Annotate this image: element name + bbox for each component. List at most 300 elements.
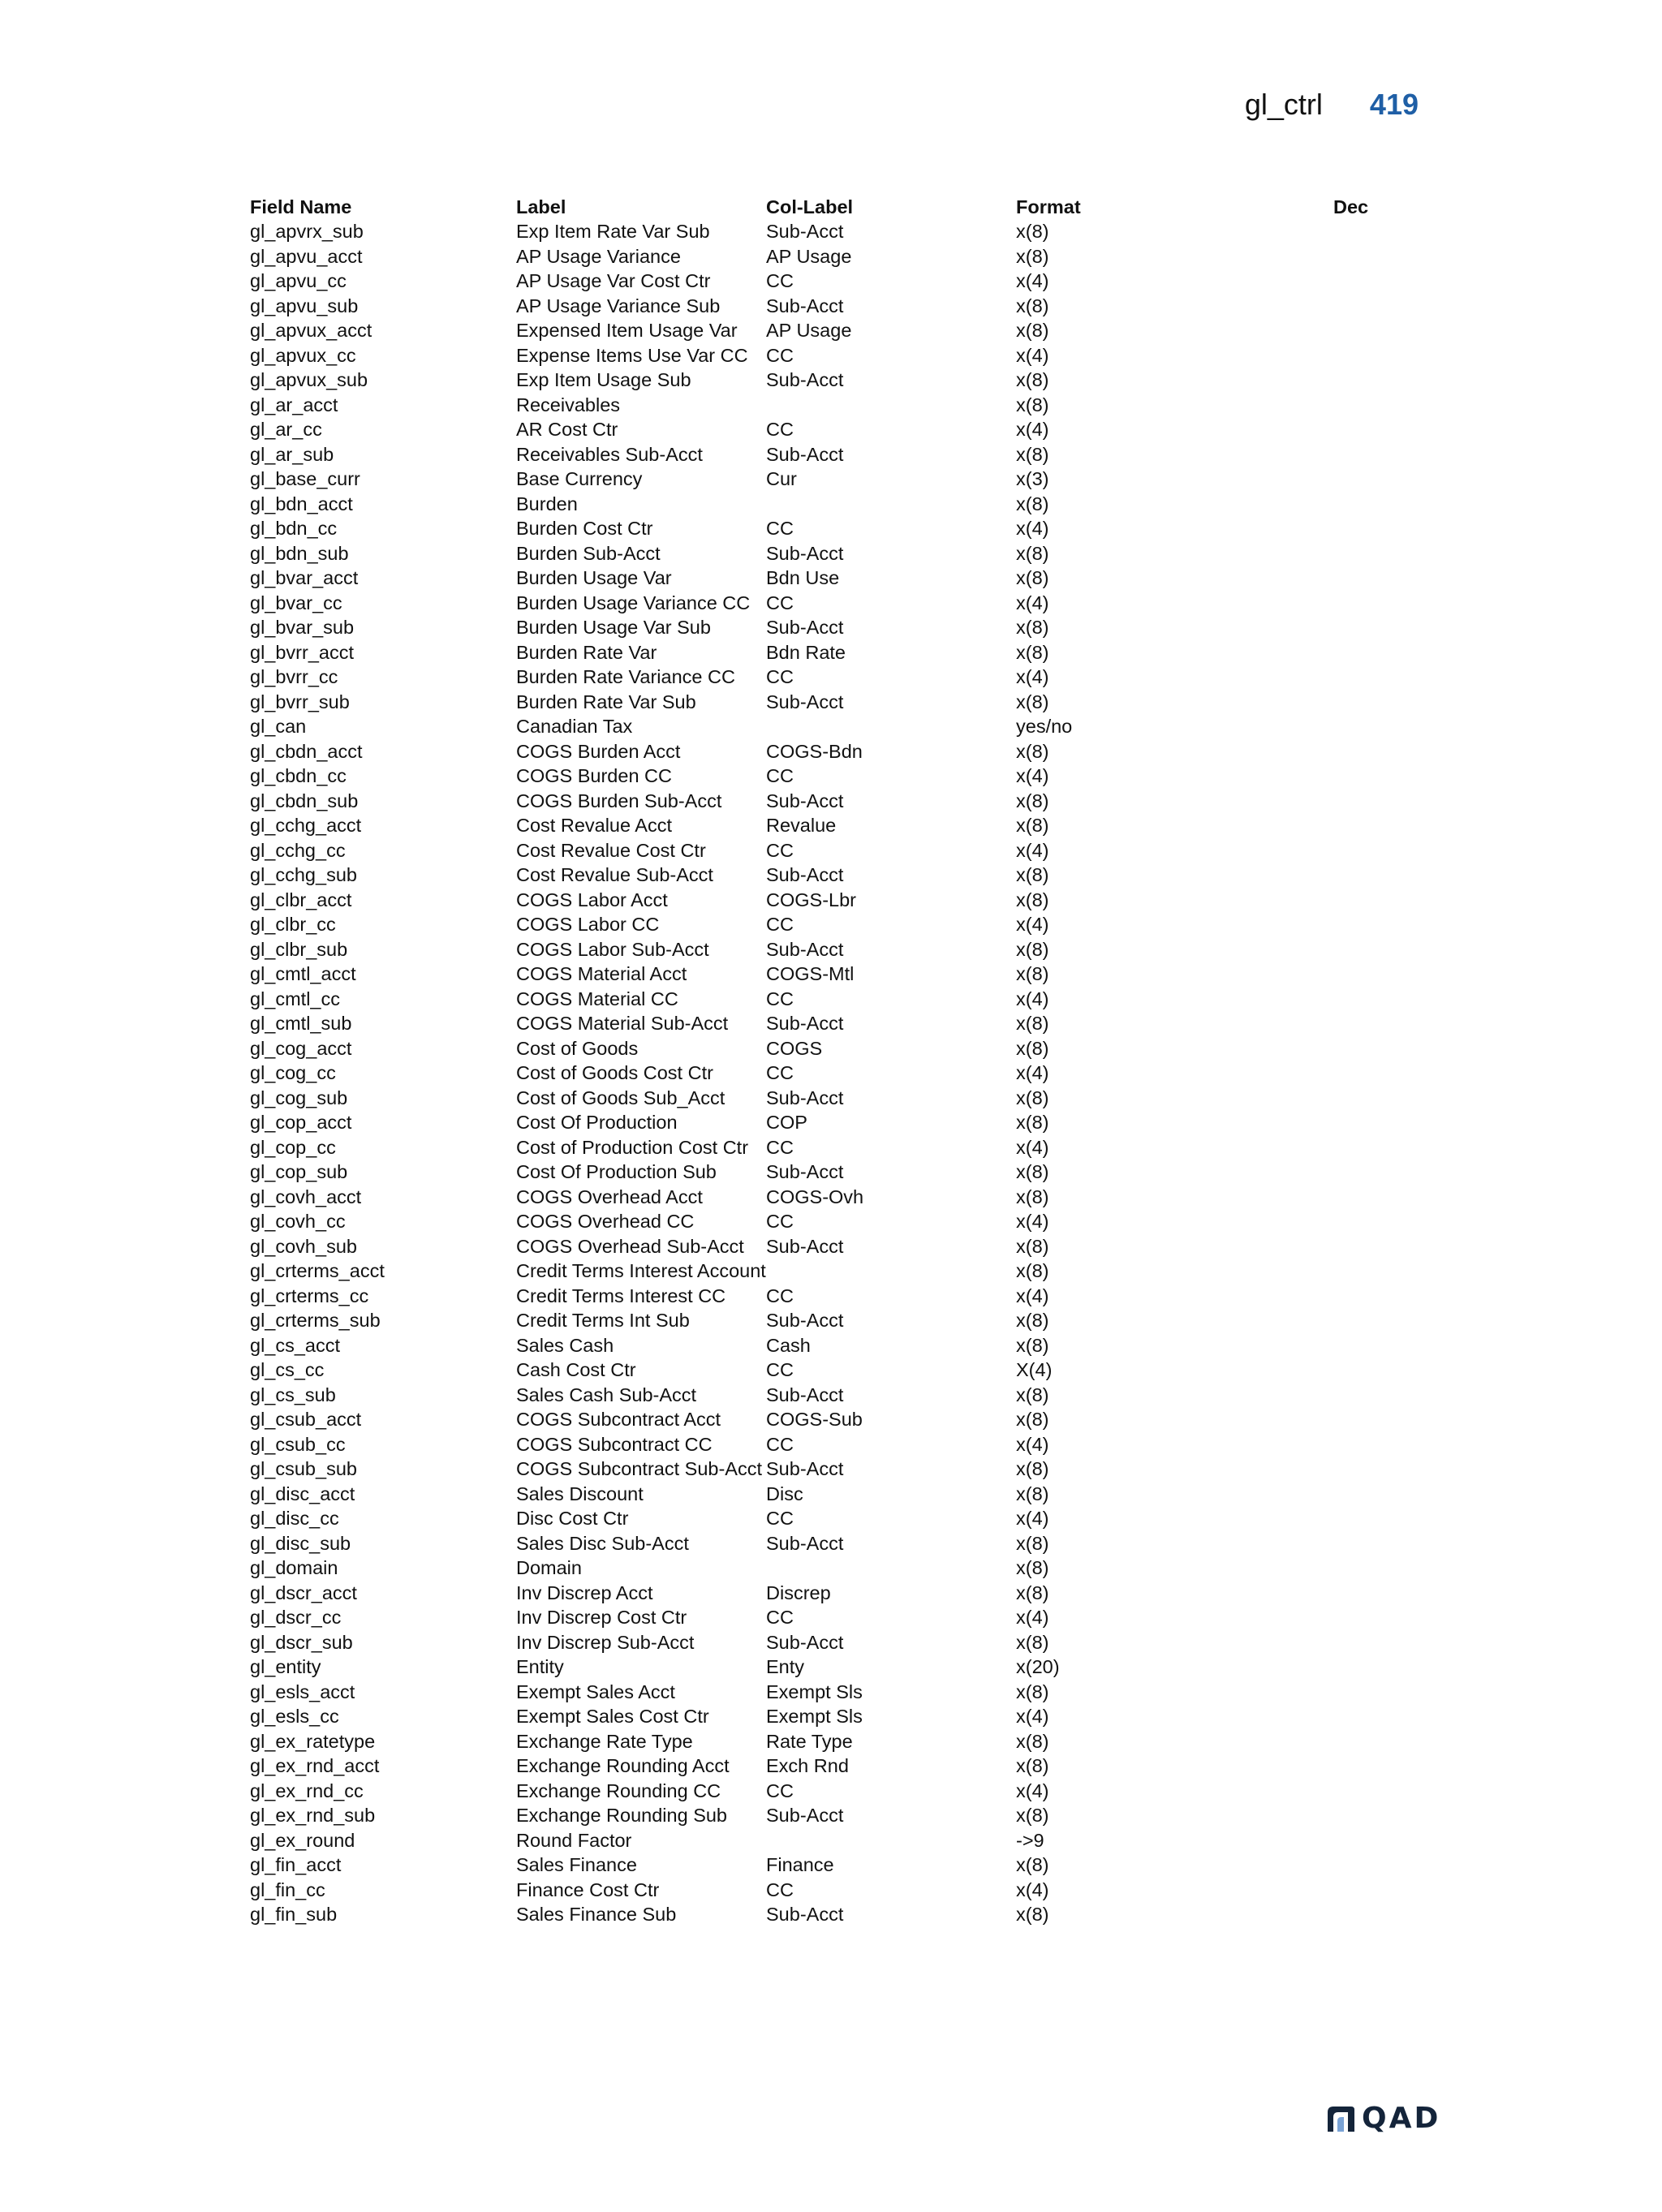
- field-name-cell: gl_cs_acct: [250, 1334, 341, 1356]
- col-label-cell: Sub-Acct: [766, 691, 844, 712]
- format-cell: x(4): [1016, 1706, 1049, 1728]
- label-cell: Receivables Sub-Acct: [516, 443, 703, 465]
- dec-cell: [1333, 418, 1427, 443]
- field-name-cell: gl_ar_sub: [250, 443, 334, 465]
- col-label-cell: Discrep: [766, 1582, 831, 1603]
- table-row: [250, 1581, 1427, 1606]
- col-label-cell: Exempt Sls: [766, 1681, 863, 1702]
- format-cell: x(8): [1016, 1582, 1049, 1603]
- label-cell: Canadian Tax: [516, 716, 633, 738]
- dec-cell: [1333, 838, 1427, 863]
- col-label-cell: Sub-Acct: [766, 221, 844, 243]
- format-cell: x(4): [1016, 344, 1049, 366]
- table-row: [250, 1804, 1427, 1829]
- col-label-cell: CC: [766, 419, 794, 441]
- dec-cell: [1333, 269, 1427, 295]
- label-cell: Exp Item Usage Sub: [516, 369, 691, 391]
- label-cell: Credit Terms Interest CC: [516, 1285, 726, 1306]
- table-row: [250, 1061, 1427, 1087]
- col-label-cell: Sub-Acct: [766, 1087, 844, 1108]
- label-cell: COGS Overhead Sub-Acct: [516, 1235, 744, 1257]
- dec-cell: [1333, 591, 1427, 616]
- table-row: [250, 517, 1427, 542]
- col-label-cell: CC: [766, 1211, 794, 1233]
- dec-cell: [1333, 1606, 1427, 1631]
- col-label-cell: AP Usage: [766, 320, 852, 342]
- table-row: [250, 863, 1427, 889]
- table-row: [250, 1903, 1427, 1928]
- field-name-cell: gl_apvux_sub: [250, 369, 368, 391]
- label-cell: COGS Subcontract Sub-Acct: [516, 1458, 763, 1480]
- table-row: [250, 1333, 1427, 1358]
- format-cell: x(4): [1016, 1211, 1049, 1233]
- format-cell: x(3): [1016, 468, 1049, 490]
- field-name-cell: gl_entity: [250, 1656, 321, 1678]
- col-label-cell: Finance: [766, 1854, 834, 1876]
- col-label-cell: Cash: [766, 1334, 811, 1356]
- format-cell: x(8): [1016, 369, 1049, 391]
- dec-cell: [1333, 1878, 1427, 1903]
- dec-cell: [1333, 1135, 1427, 1160]
- col-label-cell: COGS-Bdn: [766, 740, 863, 762]
- table-row: [250, 393, 1427, 418]
- col-label-cell: Enty: [766, 1656, 805, 1678]
- field-name-cell: gl_esls_acct: [250, 1681, 355, 1702]
- field-name-cell: gl_cs_sub: [250, 1384, 336, 1405]
- label-cell: Exchange Rate Type: [516, 1730, 693, 1752]
- format-cell: x(4): [1016, 1285, 1049, 1306]
- col-label-cell: CC: [766, 1433, 794, 1455]
- format-cell: x(8): [1016, 1681, 1049, 1702]
- field-name-cell: gl_fin_acct: [250, 1854, 342, 1876]
- table-row: [250, 913, 1427, 938]
- format-cell: x(4): [1016, 666, 1049, 688]
- format-cell: x(8): [1016, 1805, 1049, 1827]
- field-name-cell: gl_csub_sub: [250, 1458, 357, 1480]
- field-name-cell: gl_clbr_acct: [250, 889, 352, 910]
- dec-cell: [1333, 343, 1427, 368]
- dec-cell: [1333, 1408, 1427, 1433]
- field-name-cell: gl_apvu_acct: [250, 245, 363, 267]
- format-cell: x(8): [1016, 1854, 1049, 1876]
- field-name-cell: gl_cog_acct: [250, 1037, 352, 1059]
- col-label-cell: CC: [766, 988, 794, 1009]
- dec-cell: [1333, 665, 1427, 691]
- format-cell: x(8): [1016, 641, 1049, 663]
- field-name-cell: gl_cmtl_cc: [250, 988, 341, 1009]
- dec-cell: [1333, 888, 1427, 913]
- label-cell: Cost of Goods Sub_Acct: [516, 1087, 726, 1108]
- table-row: [250, 665, 1427, 691]
- dec-cell: [1333, 1234, 1427, 1259]
- table-row: [250, 1284, 1427, 1309]
- dec-cell: [1333, 1581, 1427, 1606]
- dec-cell: [1333, 1111, 1427, 1136]
- dec-cell: [1333, 962, 1427, 988]
- field-name-cell: gl_crterms_sub: [250, 1310, 381, 1332]
- table-row: [250, 962, 1427, 988]
- format-cell: x(8): [1016, 889, 1049, 910]
- table-row: [250, 1729, 1427, 1754]
- dec-cell: [1333, 1358, 1427, 1384]
- col-label-cell: CC: [766, 839, 794, 861]
- dec-cell: [1333, 1507, 1427, 1532]
- col-label-cell: Sub-Acct: [766, 295, 844, 316]
- format-cell: x(4): [1016, 1779, 1049, 1801]
- dec-cell: [1333, 913, 1427, 938]
- col-label-cell: [766, 1259, 1016, 1285]
- label-cell: Cost of Production Cost Ctr: [516, 1136, 749, 1158]
- dec-cell: [1333, 294, 1427, 319]
- format-cell: x(8): [1016, 1458, 1049, 1480]
- table-row: [250, 1259, 1427, 1285]
- table-row: [250, 220, 1427, 245]
- col-label-cell: [766, 1828, 1016, 1853]
- label-cell: Cash Cost Ctr: [516, 1359, 636, 1381]
- dec-cell: [1333, 1061, 1427, 1087]
- label-cell: Sales Finance: [516, 1854, 637, 1876]
- label-cell: Burden Sub-Acct: [516, 542, 661, 564]
- field-name-cell: gl_cop_cc: [250, 1136, 336, 1158]
- col-label-cell: COGS: [766, 1037, 823, 1059]
- field-name-cell: gl_can: [250, 716, 307, 738]
- table-row: [250, 1012, 1427, 1037]
- table-row: [250, 739, 1427, 764]
- dec-cell: [1333, 715, 1427, 740]
- format-cell: x(4): [1016, 914, 1049, 936]
- dec-cell: [1333, 1086, 1427, 1111]
- field-name-cell: gl_ex_round: [250, 1829, 355, 1851]
- field-name-cell: gl_cmtl_acct: [250, 963, 356, 985]
- field-name-cell: gl_bvar_sub: [250, 617, 355, 639]
- label-cell: Credit Terms Interest Account: [516, 1260, 766, 1282]
- label-cell: COGS Overhead Acct: [516, 1186, 703, 1207]
- label-cell: COGS Material Acct: [516, 963, 687, 985]
- table-row: [250, 294, 1427, 319]
- table-row: [250, 1655, 1427, 1681]
- table-row: [250, 1606, 1427, 1631]
- dec-cell: [1333, 517, 1427, 542]
- dec-cell: [1333, 1482, 1427, 1507]
- table-row: [250, 492, 1427, 517]
- field-name-cell: gl_base_curr: [250, 468, 360, 490]
- field-name-cell: gl_clbr_sub: [250, 938, 348, 960]
- format-cell: x(8): [1016, 320, 1049, 342]
- field-name-cell: gl_cchg_cc: [250, 839, 346, 861]
- field-name-cell: gl_covh_acct: [250, 1186, 362, 1207]
- format-cell: x(8): [1016, 790, 1049, 811]
- format-cell: yes/no: [1016, 716, 1073, 738]
- field-name-cell: gl_dscr_acct: [250, 1582, 357, 1603]
- col-label-cell: Sub-Acct: [766, 1161, 844, 1183]
- format-cell: x(8): [1016, 864, 1049, 886]
- field-name-cell: gl_apvu_sub: [250, 295, 359, 316]
- format-cell: x(4): [1016, 1878, 1049, 1900]
- label-cell: Inv Discrep Acct: [516, 1582, 653, 1603]
- table-row: [250, 541, 1427, 566]
- dec-cell: [1333, 1284, 1427, 1309]
- field-name-cell: gl_ex_ratetype: [250, 1730, 376, 1752]
- field-name-cell: gl_apvux_cc: [250, 344, 356, 366]
- dec-cell: [1333, 1309, 1427, 1334]
- label-cell: Cost of Goods Cost Ctr: [516, 1062, 713, 1084]
- label-cell: Exempt Sales Cost Ctr: [516, 1706, 709, 1728]
- dec-cell: [1333, 442, 1427, 467]
- col-label-cell: Sub-Acct: [766, 938, 844, 960]
- table-row: [250, 1556, 1427, 1582]
- format-cell: x(20): [1016, 1656, 1060, 1678]
- format-cell: x(8): [1016, 245, 1049, 267]
- format-cell: x(8): [1016, 815, 1049, 837]
- field-name-cell: gl_disc_sub: [250, 1532, 351, 1554]
- table-row: [250, 987, 1427, 1012]
- field-name-cell: gl_cchg_sub: [250, 864, 357, 886]
- field-name-cell: gl_ex_rnd_acct: [250, 1755, 380, 1777]
- field-name-cell: gl_ex_rnd_sub: [250, 1805, 376, 1827]
- table-row: [250, 319, 1427, 344]
- table-row: [250, 1878, 1427, 1903]
- table-row: [250, 467, 1427, 493]
- format-cell: x(8): [1016, 1037, 1049, 1059]
- format-cell: x(8): [1016, 1087, 1049, 1108]
- table-row: [250, 888, 1427, 913]
- label-cell: Exchange Rounding CC: [516, 1779, 721, 1801]
- col-label-cell: Rate Type: [766, 1730, 853, 1752]
- field-name-cell: gl_cbdn_sub: [250, 790, 359, 811]
- col-label-cell: COGS-Mtl: [766, 963, 855, 985]
- col-label-cell: Sub-Acct: [766, 864, 844, 886]
- col-label-cell: CC: [766, 1136, 794, 1158]
- format-cell: x(8): [1016, 1013, 1049, 1035]
- label-cell: Sales Disc Sub-Acct: [516, 1532, 689, 1554]
- col-label-cell: CC: [766, 1607, 794, 1629]
- field-name-cell: gl_cchg_acct: [250, 815, 362, 837]
- label-cell: COGS Labor Sub-Acct: [516, 938, 709, 960]
- label-cell: Burden Cost Ctr: [516, 518, 653, 540]
- field-name-cell: gl_cbdn_cc: [250, 765, 347, 787]
- col-label-cell: Disc: [766, 1483, 803, 1504]
- format-cell: x(8): [1016, 1557, 1049, 1579]
- label-cell: Exchange Rounding Acct: [516, 1755, 730, 1777]
- dec-cell: [1333, 987, 1427, 1012]
- format-cell: x(8): [1016, 1483, 1049, 1504]
- format-cell: x(4): [1016, 1062, 1049, 1084]
- label-cell: Cost Revalue Sub-Acct: [516, 864, 713, 886]
- format-cell: x(8): [1016, 691, 1049, 712]
- dec-cell: [1333, 616, 1427, 641]
- col-label-cell: CC: [766, 1508, 794, 1530]
- col-label-cell: Revalue: [766, 815, 837, 837]
- label-cell: COGS Burden Acct: [516, 740, 681, 762]
- col-label-cell: CC: [766, 666, 794, 688]
- table-row: [250, 418, 1427, 443]
- label-cell: Credit Terms Int Sub: [516, 1310, 690, 1332]
- table-row: [250, 1185, 1427, 1210]
- label-cell: COGS Labor CC: [516, 914, 660, 936]
- label-cell: COGS Subcontract CC: [516, 1433, 713, 1455]
- col-label-cell: Sub-Acct: [766, 790, 844, 811]
- label-cell: Expensed Item Usage Var: [516, 320, 738, 342]
- label-cell: Inv Discrep Sub-Acct: [516, 1631, 695, 1653]
- field-name-cell: gl_crterms_acct: [250, 1260, 385, 1282]
- table-row: [250, 616, 1427, 641]
- dec-cell: [1333, 1853, 1427, 1878]
- label-cell: Sales Discount: [516, 1483, 644, 1504]
- table-row: [250, 1507, 1427, 1532]
- table-row: [250, 343, 1427, 368]
- table-row: [250, 1036, 1427, 1061]
- column-header-label: Label: [516, 196, 566, 217]
- dec-cell: [1333, 566, 1427, 592]
- field-name-cell: gl_fin_cc: [250, 1878, 325, 1900]
- table-row: [250, 269, 1427, 295]
- field-name-cell: gl_disc_acct: [250, 1483, 355, 1504]
- dec-cell: [1333, 1457, 1427, 1483]
- dec-cell: [1333, 690, 1427, 715]
- col-label-cell: Bdn Use: [766, 567, 840, 589]
- col-label-cell: CC: [766, 1779, 794, 1801]
- format-cell: x(8): [1016, 617, 1049, 639]
- format-cell: x(8): [1016, 938, 1049, 960]
- table-row: [250, 1111, 1427, 1136]
- field-name-cell: gl_cop_acct: [250, 1112, 352, 1134]
- table-header-row: [250, 195, 1427, 220]
- col-label-cell: AP Usage: [766, 245, 852, 267]
- format-cell: x(8): [1016, 740, 1049, 762]
- dec-cell: [1333, 1729, 1427, 1754]
- table-row: [250, 1482, 1427, 1507]
- dec-cell: [1333, 1804, 1427, 1829]
- label-cell: Base Currency: [516, 468, 643, 490]
- col-label-cell: CC: [766, 344, 794, 366]
- label-cell: Domain: [516, 1557, 582, 1579]
- dec-cell: [1333, 1259, 1427, 1285]
- table-row: [250, 1828, 1427, 1853]
- column-header-field-name: Field Name: [250, 196, 352, 217]
- table-row: [250, 1309, 1427, 1334]
- dec-cell: [1333, 1531, 1427, 1556]
- col-label-cell: [766, 492, 1016, 517]
- col-label-cell: COGS-Ovh: [766, 1186, 864, 1207]
- column-header-format: Format: [1016, 196, 1081, 217]
- dec-cell: [1333, 220, 1427, 245]
- field-name-cell: gl_disc_cc: [250, 1508, 339, 1530]
- table-row: [250, 1408, 1427, 1433]
- table-row: [250, 690, 1427, 715]
- col-label-cell: CC: [766, 765, 794, 787]
- table-row: [250, 1705, 1427, 1730]
- label-cell: Exp Item Rate Var Sub: [516, 221, 710, 243]
- table-row: [250, 368, 1427, 394]
- field-name-cell: gl_cs_cc: [250, 1359, 325, 1381]
- format-cell: x(8): [1016, 493, 1049, 514]
- dec-cell: [1333, 1160, 1427, 1186]
- format-cell: ->9: [1016, 1829, 1044, 1851]
- field-name-cell: gl_bvar_cc: [250, 592, 342, 613]
- column-header-col-label: Col-Label: [766, 196, 854, 217]
- col-label-cell: Sub-Acct: [766, 1532, 844, 1554]
- label-cell: COGS Labor Acct: [516, 889, 668, 910]
- col-label-cell: [766, 1556, 1016, 1582]
- field-name-cell: gl_bvrr_acct: [250, 641, 354, 663]
- table-row: [250, 640, 1427, 665]
- page-number: 419: [1369, 88, 1419, 121]
- label-cell: AP Usage Variance Sub: [516, 295, 721, 316]
- label-cell: AP Usage Variance: [516, 245, 681, 267]
- format-cell: x(8): [1016, 1260, 1049, 1282]
- col-label-cell: CC: [766, 270, 794, 292]
- col-label-cell: Sub-Acct: [766, 542, 844, 564]
- label-cell: Receivables: [516, 394, 621, 415]
- label-cell: Sales Cash: [516, 1334, 614, 1356]
- dec-cell: [1333, 1012, 1427, 1037]
- field-name-cell: gl_fin_sub: [250, 1904, 338, 1926]
- col-label-cell: Sub-Acct: [766, 1013, 844, 1035]
- dec-cell: [1333, 937, 1427, 962]
- label-cell: Burden: [516, 493, 578, 514]
- format-cell: x(8): [1016, 963, 1049, 985]
- col-label-cell: [766, 393, 1016, 418]
- format-cell: x(8): [1016, 1334, 1049, 1356]
- table-row: [250, 764, 1427, 790]
- field-name-cell: gl_bdn_cc: [250, 518, 338, 540]
- format-cell: x(8): [1016, 1112, 1049, 1134]
- label-cell: Cost Revalue Acct: [516, 815, 673, 837]
- field-name-cell: gl_cbdn_acct: [250, 740, 363, 762]
- qad-logo-text: QAD: [1362, 2102, 1441, 2135]
- field-name-cell: gl_clbr_cc: [250, 914, 336, 936]
- format-cell: x(4): [1016, 839, 1049, 861]
- col-label-cell: Sub-Acct: [766, 1384, 844, 1405]
- dec-cell: [1333, 789, 1427, 814]
- label-cell: Exchange Rounding Sub: [516, 1805, 728, 1827]
- table-row: [250, 566, 1427, 592]
- table-row: [250, 591, 1427, 616]
- table-row: [250, 1779, 1427, 1804]
- dec-cell: [1333, 1383, 1427, 1408]
- dec-cell: [1333, 1903, 1427, 1928]
- field-name-cell: gl_bvar_acct: [250, 567, 359, 589]
- format-cell: x(8): [1016, 1730, 1049, 1752]
- col-label-cell: Sub-Acct: [766, 1904, 844, 1926]
- format-cell: x(4): [1016, 419, 1049, 441]
- qad-logo: [1324, 2102, 1440, 2135]
- section-title: gl_ctrl: [1244, 88, 1323, 121]
- table-row: [250, 937, 1427, 962]
- table-row: [250, 715, 1427, 740]
- dec-cell: [1333, 1432, 1427, 1457]
- label-cell: Cost of Goods: [516, 1037, 639, 1059]
- field-name-cell: gl_csub_cc: [250, 1433, 346, 1455]
- dec-cell: [1333, 467, 1427, 493]
- label-cell: COGS Material Sub-Acct: [516, 1013, 729, 1035]
- field-name-cell: gl_bvrr_cc: [250, 666, 338, 688]
- field-name-cell: gl_ex_rnd_cc: [250, 1779, 364, 1801]
- field-name-cell: gl_ar_cc: [250, 419, 322, 441]
- format-cell: x(8): [1016, 295, 1049, 316]
- dec-cell: [1333, 1828, 1427, 1853]
- label-cell: Cost Of Production Sub: [516, 1161, 717, 1183]
- dec-cell: [1333, 640, 1427, 665]
- field-name-cell: gl_apvux_acct: [250, 320, 372, 342]
- label-cell: Burden Usage Var: [516, 567, 672, 589]
- label-cell: Inv Discrep Cost Ctr: [516, 1607, 687, 1629]
- label-cell: Cost Revalue Cost Ctr: [516, 839, 706, 861]
- table-row: [250, 838, 1427, 863]
- format-cell: x(8): [1016, 221, 1049, 243]
- dec-cell: [1333, 863, 1427, 889]
- col-label-cell: COP: [766, 1112, 807, 1134]
